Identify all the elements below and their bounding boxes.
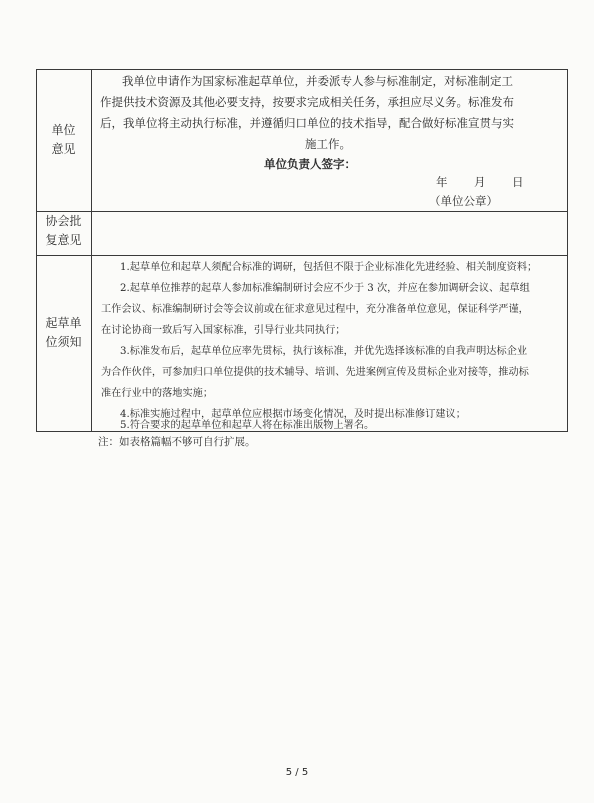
notice-item-2-line-2: 工作会议、标准编制研讨会等会议前或在征求意见过程中，充分准备单位意见，保证科学严谨， [101,304,529,315]
signature-label: 单位负责人签字： [264,157,356,171]
date-day: 日 [512,175,524,189]
notice-item-3-line-1: 3.标准发布后，起草单位应率先贯标，执行该标准，并优先选择该标准的自我声明达标企业 [120,346,528,357]
page-number: 5 / 5 [285,767,309,778]
column-divider [91,69,92,432]
unit-opinion-line-3: 后，我单位将主动执行标准，并遵循归口单位的技术指导，配合做好标准宣贯与实 [100,116,514,130]
notice-item-2-line-3: 在讨论协商一致后写入国家标准，引导行业共同执行； [101,325,346,336]
notice-item-3-line-3: 准在行业中的落地实施； [101,388,214,399]
table-right-border [567,69,568,432]
association-approval-label: 协会批 复意见 [45,214,82,247]
unit-opinion-line-4: 施工作。 [305,137,351,151]
notice-item-3-line-2: 为合作伙伴，可参加归口单位提供的技术辅导、培训、先进案例宣传及贯标企业对接等，推动标 [101,367,529,378]
date-year: 年 [436,175,448,189]
application-table [36,69,568,432]
notice-item-2-line-1: 2.起草单位推荐的起草人参加标准编制研讨会应不少于 3 次，并应在参加调研会议、起草组 [120,283,530,294]
table-footnote: 注：如表格篇幅不够可自行扩展。 [98,436,256,448]
unit-opinion-label: 单位 意见 [51,123,76,156]
notice-item-5: 5.符合要求的起草单位和起草人将在标准出版物上署名。 [120,420,375,431]
drafting-notice-label: 起草单 位须知 [45,316,82,349]
unit-seal-label: （单位公章） [429,194,498,208]
row-divider-1 [36,211,568,212]
unit-opinion-line-1: 我单位申请作为国家标准起草单位，并委派专人参与标准制定，对标准制定工 [122,74,513,88]
table-top-border [36,69,568,70]
unit-opinion-line-2: 作提供技术资源及其他必要支持，按要求完成相关任务，承担应尽义务。标准发布 [100,95,514,109]
row-divider-2 [36,255,568,256]
notice-item-1: 1.起草单位和起草人须配合标准的调研，包括但不限于企业标准化先进经验、相关制度资料； [120,262,538,273]
notice-item-4: 4.标准实施过程中，起草单位应根据市场变化情况，及时提出标准修订建议； [120,409,466,420]
date-month: 月 [474,175,486,189]
